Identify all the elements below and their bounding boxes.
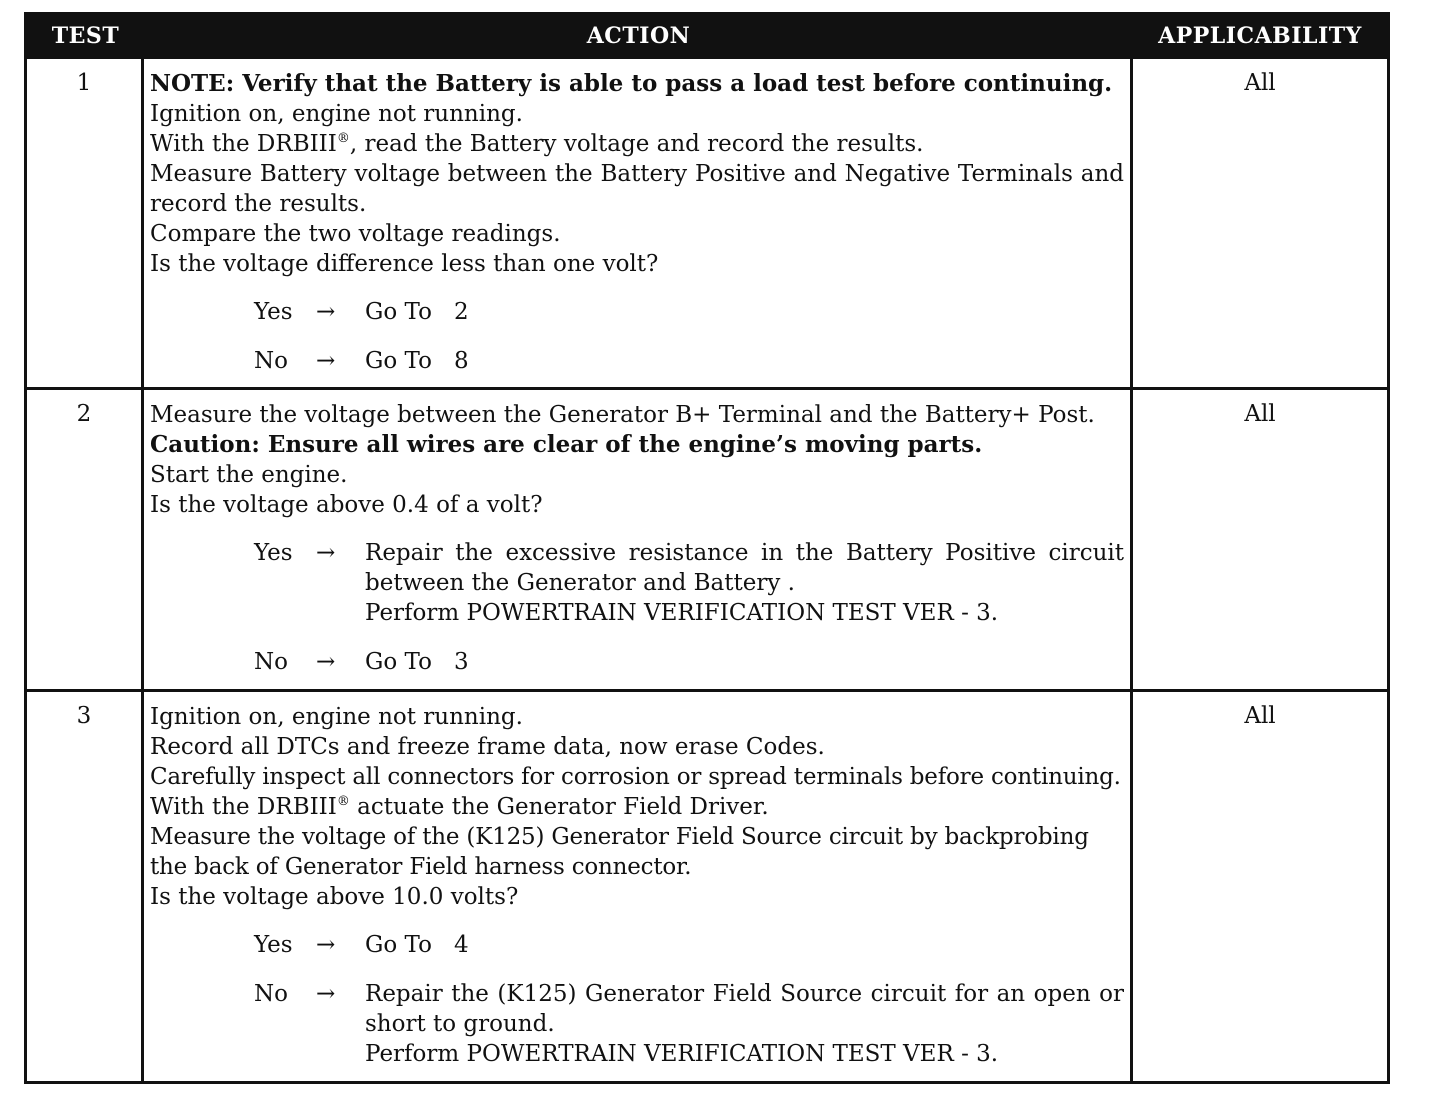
answers	[150, 930, 1124, 1069]
answers	[150, 538, 1124, 677]
verification-text: Perform POWERTRAIN VERIFICATION TEST VER - 3.	[365, 600, 999, 626]
action-cell	[144, 692, 1133, 1081]
repair-text: Repair the excessive resistance in the Battery Positive circuit between the Generator and Battery .	[365, 540, 1124, 596]
arrow-icon: →	[316, 932, 336, 958]
header-action: ACTION	[586, 22, 691, 49]
answer-label: Yes	[254, 932, 293, 958]
answer-label: No	[254, 981, 288, 1007]
test-number: 1	[27, 59, 144, 387]
answer-yes	[150, 297, 1124, 327]
answer-result	[365, 346, 1124, 376]
question-line: Is the voltage above 10.0 volts?	[150, 884, 519, 910]
action-cell	[144, 390, 1133, 689]
goto-text: Go To	[365, 348, 432, 374]
header-test: TEST	[51, 22, 120, 49]
caution-line: Caution: Ensure all wires are clear of the engine’s moving parts.	[150, 431, 983, 458]
goto-number: 4	[453, 932, 469, 958]
action-text: actuate the Generator Field Driver.	[349, 794, 769, 820]
action-line: Record all DTCs and freeze frame data, now erase Codes.	[150, 734, 825, 760]
repair-text: Repair the (K125) Generator Field Source circuit for an open or short to ground.	[365, 981, 1124, 1037]
answers	[150, 297, 1124, 376]
question-line: Is the voltage difference less than one volt?	[150, 251, 659, 277]
registered-mark: ®	[336, 794, 350, 809]
answer-result	[365, 930, 1124, 960]
table-header	[27, 15, 1387, 56]
answer-result	[365, 979, 1124, 1069]
action-line: Carefully inspect all connectors for corrosion or spread terminals before continuing.	[150, 764, 1121, 790]
answer-no	[150, 979, 1124, 1069]
action-line: Ignition on, engine not running.	[150, 101, 523, 127]
arrow-icon: →	[316, 540, 336, 566]
answer-label: No	[254, 348, 288, 374]
arrow-icon: →	[316, 299, 336, 325]
answer-result	[365, 297, 1124, 327]
answer-no	[150, 647, 1124, 677]
answer-label: No	[254, 649, 288, 675]
action-line: Ignition on, engine not running.	[150, 704, 523, 730]
goto-text: Go To	[365, 649, 432, 675]
test-row-1	[27, 56, 1387, 387]
header-applicability: APPLICABILITY	[1158, 22, 1362, 49]
goto-number: 3	[453, 649, 469, 675]
registered-mark: ®	[336, 131, 350, 146]
action-line	[150, 129, 1124, 159]
goto-text: Go To	[365, 299, 432, 325]
action-line: Start the engine.	[150, 462, 348, 488]
action-line: Measure Battery voltage between the Battery Positive and Negative Terminals and record the results.	[150, 161, 1124, 217]
goto-number: 8	[453, 348, 469, 374]
note-line: NOTE: Verify that the Battery is able to pass a load test before continuing.	[150, 70, 1113, 97]
diagnostic-test-table	[24, 12, 1390, 1084]
action-line: Measure the voltage between the Generator B+ Terminal and the Battery+ Post.	[150, 402, 1095, 428]
answer-result	[365, 538, 1124, 628]
action-line	[150, 792, 1124, 822]
applicability-value: All	[1244, 70, 1276, 96]
test-number: 3	[27, 692, 144, 1081]
action-line: Compare the two voltage readings.	[150, 221, 561, 247]
test-number: 2	[27, 390, 144, 689]
applicability-value: All	[1244, 703, 1276, 729]
applicability-value: All	[1244, 401, 1276, 427]
answer-yes	[150, 930, 1124, 960]
test-row-2	[27, 387, 1387, 689]
arrow-icon: →	[316, 981, 336, 1007]
arrow-icon: →	[316, 348, 336, 374]
answer-no	[150, 346, 1124, 376]
action-line: Measure the voltage of the (K125) Generator Field Source circuit by backprobing the back of Generator Field harness connector.	[150, 824, 1089, 880]
test-row-3	[27, 689, 1387, 1081]
action-text: , read the Battery voltage and record the results.	[349, 131, 924, 157]
action-text: With the DRBIII	[150, 131, 337, 157]
answer-label: Yes	[254, 299, 293, 325]
action-text: With the DRBIII	[150, 794, 337, 820]
answer-result	[365, 647, 1124, 677]
verification-text: Perform POWERTRAIN VERIFICATION TEST VER - 3.	[365, 1041, 999, 1067]
goto-number: 2	[453, 299, 469, 325]
arrow-icon: →	[316, 649, 336, 675]
answer-yes	[150, 538, 1124, 628]
answer-label: Yes	[254, 540, 293, 566]
goto-text: Go To	[365, 932, 432, 958]
question-line: Is the voltage above 0.4 of a volt?	[150, 492, 543, 518]
action-cell	[144, 59, 1133, 387]
